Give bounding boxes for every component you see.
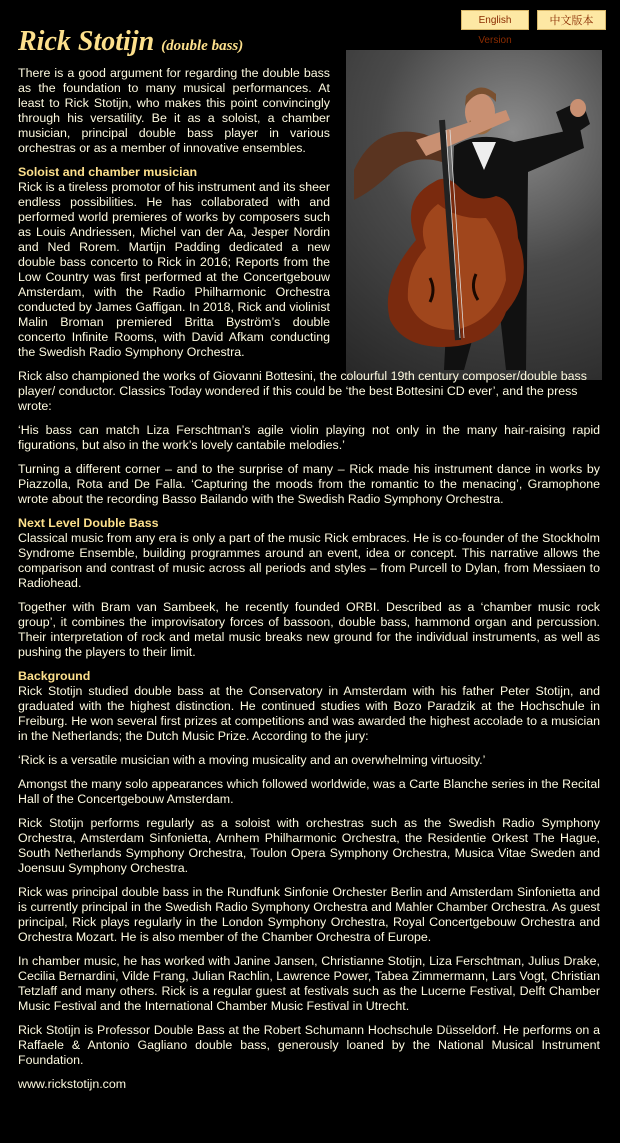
corner-paragraph: Turning a different corner – and to the surprise of many – Rick made his instrument dance in works by Piazzolla, Rota and De Falla. ‘Capturing the moods from the romantic to the menacing’, Gramophone wrote about the recording Basso Bailando with the Swedish Radio Symphony Orchestra. [18,462,600,506]
professor-paragraph: Rick Stotijn is Professor Double Bass at the Robert Schumann Hochschule Düsseldorf. He performs on a Raffaele & Antonio Gagliano double bass, generously loaned by the National Musical Instrument Foundation. [18,1023,600,1067]
soloist-paragraph: Rick is a tireless promotor of his instrument and its sheer endless possibilities. He has collaborated with and performed world premieres of works by composers such as Louis Andriessen, Michel van der Aa, Jesper Nordin and Ned Rorem. Martijn Padding dedicated a new double bass concerto to Rick in 2016; Reports from the Low Country was first performed at the Concertgebouw Amsterdam, with the Radio Philharmonic Orchestra conducted by James Gaffigan. In 2018, Rick and violinist Malin Broman premiered Britta Byström’s double concerto Infinite Rooms, with David Afkam conducting the Swedish Radio Symphony Orchestra. [18,180,330,359]
heading-background: Background [18,669,91,683]
orbi-paragraph: Together with Bram van Sambeek, he recently founded ORBI. Described as a ‘chamber music rock group’, it combines the improvisatory forces of bassoon, double bass, hammond organ and percussion. Their interpretation of rock and metal music breaks new ground for the individual instruments, as well as pushing the players to their limit. [18,600,600,659]
biography [18,66,600,1101]
english-version-button[interactable]: English Version [461,10,529,30]
orchestras-paragraph: Rick Stotijn performs regularly as a soloist with orchestras such as the Swedish Radio Symphony Orchestra, Amsterdam Sinfonietta, Arnhem Philharmonic Orchestra, the Residentie Orkest The Hague, South Netherlands Symphony Orchestra, Toulon Opera Symphony Orchestra, Musica Vitae Sweden and Joensuu Symphony Orchestra. [18,816,600,875]
artist-name: Rick Stotijn [18,26,155,57]
heading-next-level: Next Level Double Bass [18,516,159,530]
bottesini-paragraph: Rick also championed the works of Giovanni Bottesini, the colourful 19th century composer/double bass player/ conductor. Classics Today wondered if this could be ‘the best Bottesini CD ever’, and the press wrote: [18,369,587,413]
chamber-paragraph: In chamber music, he has worked with Janine Jansen, Christianne Stotijn, Liza Ferschtman, Julius Drake, Cecilia Bernardini, Vilde Frang, Julian Rachlin, Lawrence Power, Tabea Zimmermann, Lars Vogt, Christian Tetzlaff and many others. Rick is a regular guest at festivals such as the Lucerne Festival, Delft Chamber Music Festival and the International Chamber Music Festival in Utrecht. [18,954,600,1013]
page-title [18,24,243,64]
chinese-version-button[interactable]: 中文版本 [537,10,606,30]
website-link[interactable]: www.rickstotijn.com [18,1077,127,1091]
background-paragraph: Rick Stotijn studied double bass at the Conservatory in Amsterdam with his father Peter Stotijn, and graduated with the highest distinction. He continued studies with Bozo Paradzik at the Hochschule in Freiburg. He won several first prizes at competitions and was awarded the highest accolade to a musician in the Netherlands; the Dutch Music Prize. According to the jury: [18,684,600,743]
quote-ferschtman: ‘His bass can match Liza Ferschtman’s agile violin playing not only in the many hair-raising rapid figurations, but also in the work’s lovely cantabile melodies.’ [18,423,600,452]
next-level-paragraph: Classical music from any era is only a part of the music Rick embraces. He is co-founder of the Stockholm Syndrome Ensemble, building programmes around an event, idea or concept. This narrative allows the comparison and contrast of music across all periods and styles – from Purcell to Dylan, from Messiaen to Radiohead. [18,531,600,590]
solo-paragraph: Amongst the many solo appearances which followed worldwide, was a Carte Blanche series in the Recital Hall of the Concertgebouw Amsterdam. [18,777,600,806]
heading-soloist: Soloist and chamber musician [18,165,198,179]
principal-paragraph: Rick was principal double bass in the Rundfunk Sinfonie Orchester Berlin and Amsterdam Sinfonietta and is currently principal in the Swedish Radio Symphony Orchestra and Mahler Chamber Orchestra. As guest principal, Rick plays regularly in the London Symphony Orchestra, Royal Concertgebouw Orchestra and Orchestra Mozart. He is also member of the Chamber Orchestra of Europe. [18,885,600,944]
artist-role: (double bass) [161,38,244,54]
intro-paragraph: There is a good argument for regarding the double bass as the foundation to many musical performances. At least to Rick Stotijn, who makes this point convincingly through his versatility. Be it as a soloist, a chamber musician, principal double bass player in various orchestras or as a member of innovative ensembles. [18,66,330,155]
quote-jury: ‘Rick is a versatile musician with a moving musicality and an overwhelming virtuosity.’ [18,753,486,767]
